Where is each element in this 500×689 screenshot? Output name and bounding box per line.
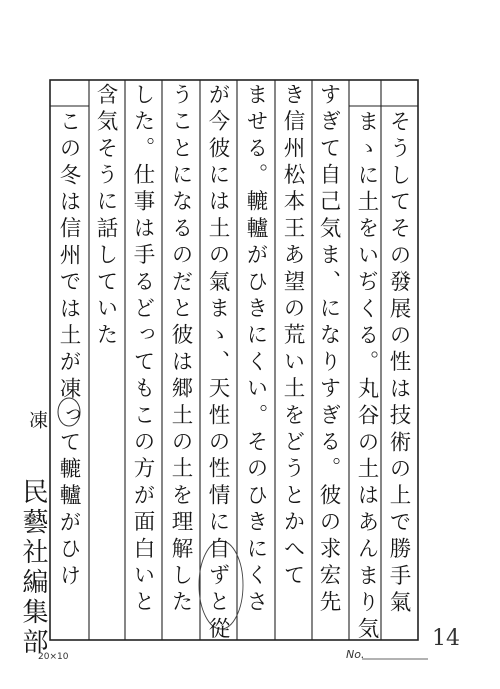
column-2: まゝに土をいぢくる。丸谷の土はあんまり気 [354,110,379,644]
column-8: した。仕事は手るどってもこの方が面白いと [130,83,155,617]
column-4: き信州松本王あ望の荒い土をどうとかへて [280,83,305,591]
column-7: うことになるのだと彼は郷土の土を理解した [168,83,193,617]
column-3: すぎて自己気ま、になりすぎる。彼の求宏先 [316,83,341,617]
column-1: そうしてその發展の性は技術の上で勝手氣 [386,110,411,618]
sheet-size: 20×10 [38,652,69,662]
column-9: 含気そうに話していた [93,83,118,350]
column-5: ませる。轆轤がひきにくい。そのひきにくさ [243,83,268,617]
column-6: が今彼には土の氣まゝ、天性の性情に自ずと從 [205,83,230,644]
no-label: No. [346,648,365,661]
page-number: 14 [432,626,460,651]
signature: 民藝社編集部 [18,478,48,658]
column-10: この冬は信州では土が凍って轆轤がひけ [56,110,81,591]
margin-correction: 凍 [26,410,48,429]
